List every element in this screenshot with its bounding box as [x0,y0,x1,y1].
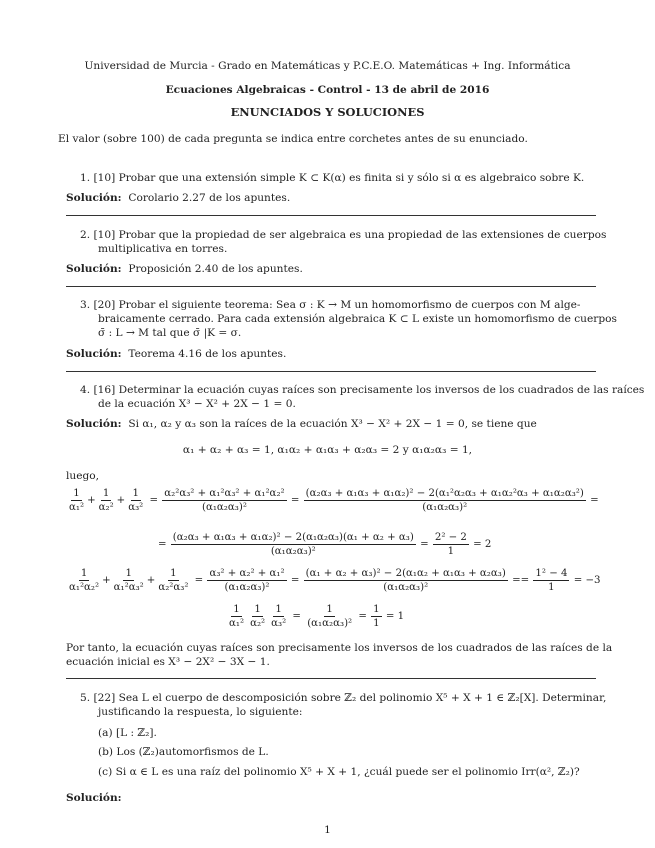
problem-3-solution [66,348,286,361]
problem-3-line-2: braicamente cerrado. Para cada extensión algebraica K ⊂ L existe un homomorfismo de cuerpos [98,313,617,325]
fraction: $\frac{\text{2² − 2}}{1}$ [434,532,467,557]
problem-5-line-2: justificando la respuesta, lo siguiente: [98,706,303,718]
divider [66,678,596,679]
solution-label: Solución: [66,263,122,275]
divider [66,286,596,287]
fraction: $\frac{1}{\text{α₃²}}$ [128,488,144,513]
exam-subtitle: ENUNCIADOS Y SOLUCIONES [230,105,425,119]
problem-5-line-1: 5. [22] Sea L el cuerpo de descomposición sobre ℤ₂ del polinomio X⁵ + X + 1 ∈ ℤ₂[X]. Determinar, [80,692,607,704]
fraction: $\frac{1}{\text{α₂²α₃²}}$ [158,568,189,593]
fraction: $\frac{1}{\text{α₁²}}$ [69,488,85,513]
problem-3-line-3: σ̄ : L → M tal que σ̄ |K = σ. [98,327,242,339]
exam-title: Ecuaciones Algebraicas - Control - 13 de abril de 2016 [165,84,490,96]
problem-5-solution-label: Solución: [66,792,122,804]
problem-4-conclusion-2: ecuación inicial es X³ − 2X² − 3X − 1. [66,656,270,668]
fraction: $\frac{\text{α₂²α₃² + α₁²α₃² + α₁²α₂²}}{\text{(α₁α₂α₃)²}}$ [164,488,285,513]
fraction: $\frac{1}{\text{α₁²α₃²}}$ [113,568,144,593]
fraction: $\frac{1}{1}$ [373,604,380,629]
solution-label: Solución: [66,192,122,204]
equation-1: $\frac{1}{\text{α₁²}}$ + $\frac{1}{\text{α₂²}}$ + $\frac{1}{\text{α₃²}}$ = $\frac{\text{α₂²α₃² + α₁²α₃² + α₁²α₂²}}{\text{(α₁α₂α₃)²}}$ = $\frac{\text{(α₂α₃ + α₁α₃ + α₁α₂)² − 2(α₁²α₂α₃ + α₁α₂²α₃ + α₁α₂α₃²)}}{\text{(α₁α₂α₃)²}}$ = [69,488,599,513]
equation-4: $\frac{1}{\text{α₁²}}$ $\frac{1}{\text{α₂²}}$ $\frac{1}{\text{α₃²}}$ = $\frac{1}{\text{(α₁α₂α₃)²}}$ = $\frac{1}{1}$ = 1 [229,604,405,629]
problem-3-line-1: 3. [20] Probar el siguiente teorema: Sea σ : K → M un homomorfismo de cuerpos con M alge- [80,299,581,311]
problem-5-item-b: (b) Los (ℤ₂)automorfismos de L. [98,746,269,758]
solution-text: Corolario 2.27 de los apuntes. [128,192,291,204]
solution-label: Solución: [66,418,122,430]
problem-4-line-1: 4. [16] Determinar la ecuación cuyas raíces son precisamente los inversos de los cuadrados de las raíces [80,384,645,396]
solution-text: Si α₁, α₂ y α₃ son la raíces de la ecuación X³ − X² + 2X − 1 = 0, se tiene que [128,418,537,430]
solution-label: Solución: [66,348,122,360]
problem-5-item-c: (c) Si α ∈ L es una raíz del polinomio X⁵ + X + 1, ¿cuál puede ser el polinomio Irr(α², ℤ₂)? [98,766,580,778]
solution-text: Proposición 2.40 de los apuntes. [128,263,303,275]
luego-text: luego, [66,470,100,482]
problem-4-solution-intro [66,418,537,431]
equation-3: $\frac{1}{\text{α₁²α₂²}}$ + $\frac{1}{\text{α₁²α₃²}}$ + $\frac{1}{\text{α₂²α₃²}}$ = $\frac{\text{α₃² + α₂² + α₁²}}{\text{(α₁α₂α₃)²}}$ = $\frac{\text{(α₁ + α₂ + α₃)² − 2(α₁α₂ + α₁α₃ + α₂α₃)}}{\text{(α₁α₂α₃)²}}$ == $\frac{\text{1² − 4}}{1}$ = −3 [69,568,601,593]
fraction: $\frac{1}{\text{α₁²α₂²}}$ [69,568,100,593]
problem-2-solution [66,263,303,276]
page-number: 1 [324,824,331,836]
problem-4-conclusion-1: Por tanto, la ecuación cuyas raíces son precisamente los inversos de los cuadrados de las raíces de la [66,642,613,654]
fraction: $\frac{1}{\text{α₂²}}$ [98,488,114,513]
fraction: $\frac{1}{\text{α₂²}}$ [250,604,266,629]
fraction: $\frac{\text{(α₂α₃ + α₁α₃ + α₁α₂)² − 2(α₁²α₂α₃ + α₁α₂²α₃ + α₁α₂α₃²)}}{\text{(α₁α₂α₃)²}}$ [305,488,584,513]
intro-text: El valor (sobre 100) de cada pregunta se indica entre corchetes antes de su enunciado. [58,133,528,145]
fraction: $\frac{\text{(α₂α₃ + α₁α₃ + α₁α₂)² − 2(α₁α₂α₃)(α₁ + α₂ + α₃)}}{\text{(α₁α₂α₃)²}}$ [172,532,414,557]
divider [66,371,596,372]
problem-1-solution [66,192,290,205]
problem-2-line-1: 2. [10] Probar que la propiedad de ser algebraica es una propiedad de las extensiones de cuerpos [80,229,607,241]
solution-text: Teorema 4.16 de los apuntes. [128,348,287,360]
fraction: $\frac{\text{α₃² + α₂² + α₁²}}{\text{(α₁α₂α₃)²}}$ [209,568,285,593]
problem-2-line-2: multiplicativa en torres. [98,243,228,255]
divider [66,215,596,216]
root-relations: α₁ + α₂ + α₃ = 1, α₁α₂ + α₁α₃ + α₂α₃ = 2 y α₁α₂α₃ = 1, [182,444,473,456]
problem-1-statement: 1. [10] Probar que una extensión simple K ⊂ K(α) es finita si y sólo si α es algebraico sobre K. [80,172,585,184]
fraction: $\frac{1}{\text{α₁²}}$ [229,604,245,629]
problem-5-item-a: (a) [L : ℤ₂]. [98,727,157,739]
university-header: Universidad de Murcia - Grado en Matemáticas y P.C.E.O. Matemáticas + Ing. Informática [84,60,571,72]
equation-2: = $\frac{\text{(α₂α₃ + α₁α₃ + α₁α₂)² − 2(α₁α₂α₃)(α₁ + α₂ + α₃)}}{\text{(α₁α₂α₃)²}}$ = $\frac{\text{2² − 2}}{1}$ = 2 [158,532,492,557]
fraction: $\frac{1}{\text{(α₁α₂α₃)²}}$ [307,604,353,629]
problem-4-line-2: de la ecuación X³ − X² + 2X − 1 = 0. [98,398,296,410]
fraction: $\frac{\text{(α₁ + α₂ + α₃)² − 2(α₁α₂ + α₁α₃ + α₂α₃)}}{\text{(α₁α₂α₃)²}}$ [305,568,506,593]
fraction: $\frac{1}{\text{α₃²}}$ [271,604,287,629]
fraction: $\frac{\text{1² − 4}}{1}$ [535,568,568,593]
